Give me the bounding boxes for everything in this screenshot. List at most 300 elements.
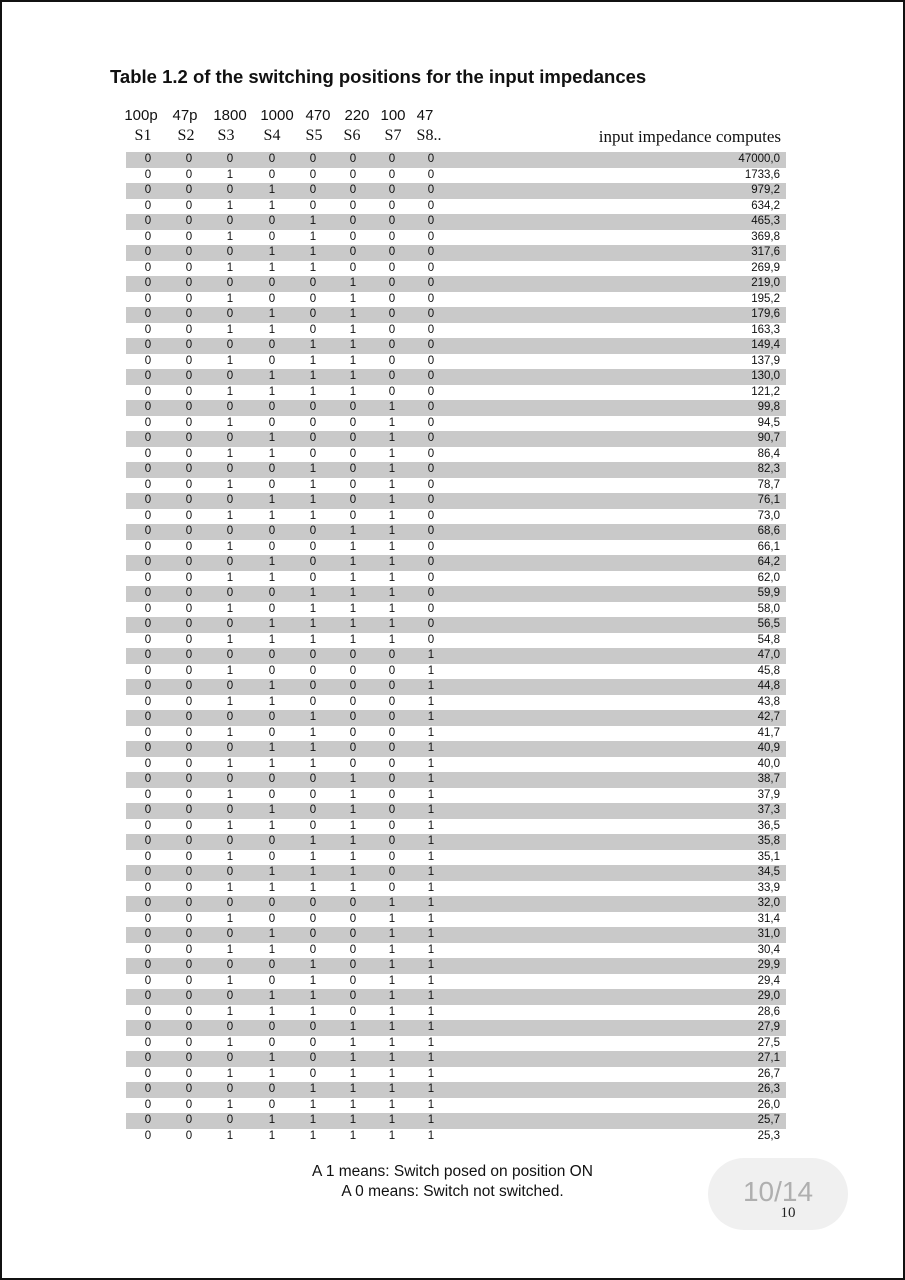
switch-cell: 0 <box>388 742 396 754</box>
switch-label-2: S2 <box>177 127 195 144</box>
switch-cell: 0 <box>268 974 276 987</box>
table-row <box>126 400 786 416</box>
switch-cell: 1 <box>226 199 234 212</box>
switch-cell: 0 <box>144 277 152 289</box>
table-row <box>126 509 786 525</box>
table-row <box>126 540 786 556</box>
switch-cell: 0 <box>349 742 357 754</box>
switch-cell: 1 <box>226 881 234 894</box>
switch-cell: 0 <box>388 230 396 243</box>
switch-cell: 1 <box>427 1083 435 1095</box>
switch-cell: 0 <box>309 447 317 460</box>
switch-cell: 0 <box>268 788 276 801</box>
switch-cell: 0 <box>349 494 357 506</box>
switch-cell: 0 <box>388 339 396 351</box>
switch-cell: 0 <box>144 571 152 584</box>
switch-cell: 0 <box>268 339 276 351</box>
switch-cell: 1 <box>309 385 317 398</box>
switch-cell: 0 <box>388 246 396 258</box>
switch-cell: 1 <box>388 401 396 413</box>
table-row <box>126 245 786 261</box>
impedance-cell: 369,8 <box>751 230 780 243</box>
switch-cell: 1 <box>349 804 357 816</box>
impedance-cell: 27,5 <box>757 1036 780 1049</box>
switch-cell: 0 <box>144 649 152 661</box>
switch-cell: 0 <box>185 711 193 723</box>
table-row <box>126 943 786 959</box>
switch-cell: 1 <box>268 184 276 196</box>
switch-cell: 1 <box>226 509 234 522</box>
switch-cell: 0 <box>226 680 234 692</box>
switch-cell: 0 <box>349 990 357 1002</box>
switch-cell: 1 <box>427 788 435 801</box>
switch-cell: 1 <box>268 261 276 274</box>
switch-cell: 0 <box>144 556 152 568</box>
switch-cell: 0 <box>388 323 396 336</box>
switch-cell: 1 <box>309 339 317 351</box>
switch-label-5: S5 <box>305 127 323 144</box>
switch-cell: 0 <box>309 292 317 305</box>
switch-cell: 1 <box>427 943 435 956</box>
switch-cell: 0 <box>226 494 234 506</box>
switch-cell: 0 <box>268 540 276 553</box>
switch-cell: 1 <box>349 773 357 785</box>
switch-cell: 1 <box>226 292 234 305</box>
table-row <box>126 214 786 230</box>
table-row <box>126 958 786 974</box>
switch-cell: 0 <box>388 866 396 878</box>
switch-cell: 1 <box>309 246 317 258</box>
table-row <box>126 757 786 773</box>
switch-cell: 0 <box>144 215 152 227</box>
impedance-cell: 26,7 <box>757 1067 780 1080</box>
switch-cell: 0 <box>185 835 193 847</box>
impedance-cell: 1733,6 <box>744 168 780 181</box>
switch-cell: 0 <box>144 1114 152 1126</box>
switch-cell: 0 <box>144 447 152 460</box>
table-row <box>126 369 786 385</box>
switch-cell: 0 <box>185 246 193 258</box>
switch-cell: 1 <box>388 463 396 475</box>
impedance-cell: 58,0 <box>757 602 780 615</box>
switch-cell: 1 <box>268 308 276 320</box>
table-row <box>126 261 786 277</box>
table-row <box>126 447 786 463</box>
switch-cell: 0 <box>144 788 152 801</box>
impedance-cell: 465,3 <box>751 215 780 227</box>
impedance-cell: 195,2 <box>751 292 780 305</box>
switch-cell: 0 <box>144 928 152 940</box>
switch-label-4: S4 <box>263 127 281 144</box>
table-row <box>126 819 786 835</box>
switch-cell: 0 <box>388 370 396 382</box>
switch-cell: 0 <box>427 478 435 491</box>
switch-cell: 1 <box>388 618 396 630</box>
switch-cell: 0 <box>226 525 234 537</box>
switch-cell: 0 <box>309 571 317 584</box>
switch-cell: 0 <box>185 943 193 956</box>
switch-cell: 0 <box>388 215 396 227</box>
switch-cell: 0 <box>185 323 193 336</box>
switch-cell: 0 <box>427 525 435 537</box>
switch-cell: 0 <box>349 711 357 723</box>
impedance-cell: 30,4 <box>757 943 780 956</box>
switch-cell: 0 <box>185 773 193 785</box>
switch-cell: 0 <box>185 540 193 553</box>
table-row <box>126 726 786 742</box>
switch-cell: 0 <box>226 277 234 289</box>
switch-cell: 0 <box>185 478 193 491</box>
switch-cell: 0 <box>144 416 152 429</box>
switch-cell: 1 <box>427 649 435 661</box>
switch-cell: 0 <box>309 804 317 816</box>
switch-cell: 0 <box>144 602 152 615</box>
table-row <box>126 772 786 788</box>
switch-cell: 0 <box>388 308 396 320</box>
table-row <box>126 292 786 308</box>
switch-cell: 0 <box>144 1021 152 1033</box>
switch-cell: 0 <box>388 835 396 847</box>
switch-cell: 1 <box>349 292 357 305</box>
impedance-cell: 86,4 <box>757 447 780 460</box>
switch-cell: 0 <box>309 773 317 785</box>
switch-cell: 1 <box>309 959 317 971</box>
table-row <box>126 1098 786 1114</box>
switch-cell: 0 <box>185 990 193 1002</box>
switch-cell: 1 <box>268 928 276 940</box>
impedance-cell: 76,1 <box>757 494 780 506</box>
impedance-cell: 28,6 <box>757 1005 780 1018</box>
switch-cell: 1 <box>427 974 435 987</box>
switch-cell: 0 <box>388 261 396 274</box>
switch-cell: 1 <box>226 1098 234 1111</box>
switch-cell: 1 <box>388 432 396 444</box>
switch-cell: 0 <box>144 261 152 274</box>
switch-cell: 0 <box>349 897 357 909</box>
switch-cell: 0 <box>226 153 234 165</box>
switch-cell: 0 <box>185 432 193 444</box>
switch-cell: 1 <box>268 1052 276 1064</box>
switch-cell: 1 <box>427 835 435 847</box>
switch-cell: 1 <box>349 1052 357 1064</box>
switch-cell: 1 <box>309 494 317 506</box>
switch-cell: 0 <box>268 277 276 289</box>
switch-cell: 1 <box>388 959 396 971</box>
table-row <box>126 695 786 711</box>
switch-cell: 0 <box>427 215 435 227</box>
switch-cell: 0 <box>388 695 396 708</box>
switch-cell: 1 <box>226 850 234 863</box>
switch-value-8: 47 <box>416 107 434 124</box>
switch-cell: 0 <box>309 168 317 181</box>
table-row <box>126 974 786 990</box>
switch-cell: 1 <box>226 354 234 367</box>
table-row <box>126 633 786 649</box>
switch-cell: 0 <box>309 695 317 708</box>
switch-cell: 0 <box>144 819 152 832</box>
switch-cell: 1 <box>388 494 396 506</box>
switch-cell: 0 <box>349 959 357 971</box>
switch-cell: 0 <box>185 509 193 522</box>
switch-cell: 0 <box>268 292 276 305</box>
switch-cell: 1 <box>388 416 396 429</box>
switch-cell: 0 <box>185 912 193 925</box>
switch-cell: 0 <box>144 881 152 894</box>
switch-cell: 1 <box>309 587 317 599</box>
switch-cell: 0 <box>349 416 357 429</box>
switch-cell: 0 <box>427 556 435 568</box>
switch-cell: 1 <box>427 866 435 878</box>
table-row <box>126 850 786 866</box>
switch-cell: 0 <box>185 416 193 429</box>
table-row <box>126 1051 786 1067</box>
switch-cell: 0 <box>268 1083 276 1095</box>
switch-cell: 1 <box>427 912 435 925</box>
switch-cell: 0 <box>268 912 276 925</box>
switch-cell: 1 <box>349 1036 357 1049</box>
table-row <box>126 555 786 571</box>
impedance-cell: 33,9 <box>757 881 780 894</box>
switch-cell: 0 <box>185 974 193 987</box>
switch-cell: 1 <box>388 602 396 615</box>
switch-cell: 1 <box>349 1021 357 1033</box>
switch-cell: 1 <box>427 1114 435 1126</box>
switch-cell: 0 <box>309 680 317 692</box>
switch-cell: 1 <box>226 974 234 987</box>
switch-cell: 1 <box>309 881 317 894</box>
impedance-cell: 41,7 <box>757 726 780 739</box>
switch-cell: 1 <box>427 1052 435 1064</box>
switch-cell: 1 <box>388 633 396 646</box>
switch-cell: 0 <box>185 1098 193 1111</box>
switch-cell: 0 <box>268 478 276 491</box>
switch-cell: 0 <box>144 153 152 165</box>
switch-cell: 0 <box>388 153 396 165</box>
switch-cell: 0 <box>268 354 276 367</box>
switch-cell: 0 <box>185 199 193 212</box>
switch-cell: 0 <box>427 401 435 413</box>
impedance-cell: 45,8 <box>757 664 780 677</box>
switch-cell: 1 <box>349 540 357 553</box>
switch-cell: 0 <box>226 1114 234 1126</box>
switch-cell: 1 <box>226 602 234 615</box>
switch-cell: 0 <box>309 912 317 925</box>
switch-cell: 0 <box>144 974 152 987</box>
switch-cell: 1 <box>309 215 317 227</box>
switch-cell: 1 <box>226 819 234 832</box>
switch-cell: 1 <box>349 1083 357 1095</box>
switch-cell: 0 <box>185 695 193 708</box>
switch-cell: 0 <box>349 215 357 227</box>
switch-cell: 0 <box>185 649 193 661</box>
switch-cell: 1 <box>226 478 234 491</box>
switch-cell: 0 <box>144 664 152 677</box>
switch-cell: 0 <box>309 184 317 196</box>
switch-cell: 0 <box>144 478 152 491</box>
switch-cell: 0 <box>185 571 193 584</box>
switch-cell: 1 <box>388 1129 396 1142</box>
switch-cell: 0 <box>427 261 435 274</box>
switch-cell: 1 <box>268 757 276 770</box>
table-row <box>126 571 786 587</box>
impedance-cell: 43,8 <box>757 695 780 708</box>
switch-cell: 1 <box>268 881 276 894</box>
switch-cell: 0 <box>144 370 152 382</box>
impedance-cell: 979,2 <box>751 184 780 196</box>
switch-cell: 0 <box>185 463 193 475</box>
switch-cell: 0 <box>144 742 152 754</box>
switch-cell: 0 <box>185 1052 193 1064</box>
switch-cell: 0 <box>388 726 396 739</box>
switch-cell: 0 <box>226 1052 234 1064</box>
switch-cell: 0 <box>144 401 152 413</box>
switch-cell: 0 <box>268 525 276 537</box>
table-row <box>126 354 786 370</box>
switch-cell: 0 <box>268 153 276 165</box>
switch-cell: 1 <box>349 633 357 646</box>
switch-cell: 0 <box>226 959 234 971</box>
switch-cell: 0 <box>144 168 152 181</box>
table-row <box>126 323 786 339</box>
switch-cell: 1 <box>427 742 435 754</box>
switch-cell: 0 <box>349 680 357 692</box>
switch-cell: 0 <box>268 850 276 863</box>
switch-cell: 0 <box>349 401 357 413</box>
impedance-cell: 31,4 <box>757 912 780 925</box>
switch-cell: 0 <box>144 525 152 537</box>
table-row <box>126 865 786 881</box>
switch-cell: 0 <box>268 215 276 227</box>
switch-cell: 0 <box>388 804 396 816</box>
switch-cell: 1 <box>309 835 317 847</box>
switch-cell: 1 <box>349 866 357 878</box>
switch-cell: 1 <box>427 757 435 770</box>
switch-cell: 1 <box>427 850 435 863</box>
switch-cell: 0 <box>226 618 234 630</box>
impedance-cell: 37,3 <box>757 804 780 816</box>
switch-cell: 0 <box>185 494 193 506</box>
switch-cell: 0 <box>226 742 234 754</box>
switch-cell: 0 <box>226 184 234 196</box>
switch-cell: 0 <box>185 1005 193 1018</box>
switch-cell: 0 <box>309 1052 317 1064</box>
impedance-cell: 26,0 <box>757 1098 780 1111</box>
switch-cell: 1 <box>309 509 317 522</box>
table-row <box>126 1036 786 1052</box>
table-row <box>126 152 786 168</box>
impedance-cell: 35,8 <box>757 835 780 847</box>
switch-cell: 0 <box>349 478 357 491</box>
switch-cell: 1 <box>427 990 435 1002</box>
switch-cell: 1 <box>226 323 234 336</box>
switch-cell: 0 <box>144 246 152 258</box>
switch-cell: 0 <box>427 153 435 165</box>
switch-cell: 1 <box>226 912 234 925</box>
impedance-cell: 40,0 <box>757 757 780 770</box>
impedance-cell: 78,7 <box>757 478 780 491</box>
switch-cell: 0 <box>268 463 276 475</box>
switch-cell: 1 <box>349 277 357 289</box>
switch-cell: 1 <box>268 246 276 258</box>
switch-cell: 0 <box>268 664 276 677</box>
switch-cell: 1 <box>309 230 317 243</box>
switch-cell: 0 <box>226 1021 234 1033</box>
impedance-cell: 82,3 <box>757 463 780 475</box>
switch-cell: 1 <box>388 587 396 599</box>
impedance-cell: 163,3 <box>751 323 780 336</box>
switch-cell: 0 <box>185 618 193 630</box>
switch-cell: 0 <box>309 664 317 677</box>
switch-cell: 1 <box>226 1005 234 1018</box>
switch-cell: 0 <box>226 401 234 413</box>
switch-cell: 1 <box>309 478 317 491</box>
switch-cell: 0 <box>388 277 396 289</box>
switch-cell: 1 <box>309 1129 317 1142</box>
switch-cell: 0 <box>427 370 435 382</box>
switch-cell: 0 <box>185 850 193 863</box>
impedance-cell: 64,2 <box>757 556 780 568</box>
switch-cell: 0 <box>349 432 357 444</box>
switch-cell: 0 <box>388 757 396 770</box>
impedance-cell: 40,9 <box>757 742 780 754</box>
switch-value-5: 470 <box>305 107 331 124</box>
switch-cell: 1 <box>268 866 276 878</box>
switch-cell: 0 <box>427 587 435 599</box>
switch-cell: 1 <box>388 540 396 553</box>
impedance-cell: 27,9 <box>757 1021 780 1033</box>
switch-cell: 0 <box>144 587 152 599</box>
switch-cell: 0 <box>427 168 435 181</box>
table-row <box>126 276 786 292</box>
switch-cell: 0 <box>185 215 193 227</box>
switch-cell: 1 <box>226 1129 234 1142</box>
switch-cell: 0 <box>144 726 152 739</box>
switch-cell: 1 <box>226 571 234 584</box>
switch-cell: 0 <box>185 959 193 971</box>
switch-cell: 0 <box>185 292 193 305</box>
impedance-cell: 130,0 <box>751 370 780 382</box>
switch-cell: 0 <box>226 835 234 847</box>
switch-cell: 0 <box>185 866 193 878</box>
switch-cell: 0 <box>185 680 193 692</box>
switch-cell: 0 <box>144 633 152 646</box>
switch-cell: 0 <box>226 866 234 878</box>
switch-cell: 1 <box>268 1005 276 1018</box>
footnote-off: A 0 means: Switch not switched. <box>341 1183 564 1200</box>
switch-cell: 0 <box>144 339 152 351</box>
switch-cell: 1 <box>226 726 234 739</box>
switch-cell: 0 <box>388 385 396 398</box>
switch-cell: 0 <box>144 494 152 506</box>
switch-cell: 0 <box>427 509 435 522</box>
switch-cell: 1 <box>427 773 435 785</box>
switch-cell: 1 <box>388 447 396 460</box>
switch-cell: 0 <box>144 1067 152 1080</box>
switch-cell: 0 <box>309 897 317 909</box>
switch-value-3: 1800 <box>213 107 247 124</box>
switch-cell: 0 <box>144 463 152 475</box>
switch-cell: 0 <box>309 277 317 289</box>
impedance-cell: 149,4 <box>751 339 780 351</box>
switch-label-8: S8.. <box>416 127 442 144</box>
switch-cell: 1 <box>268 432 276 444</box>
switch-cell: 1 <box>388 943 396 956</box>
switch-cell: 1 <box>309 370 317 382</box>
switch-cell: 0 <box>144 308 152 320</box>
switch-cell: 0 <box>427 354 435 367</box>
switch-cell: 0 <box>349 447 357 460</box>
table-row <box>126 710 786 726</box>
